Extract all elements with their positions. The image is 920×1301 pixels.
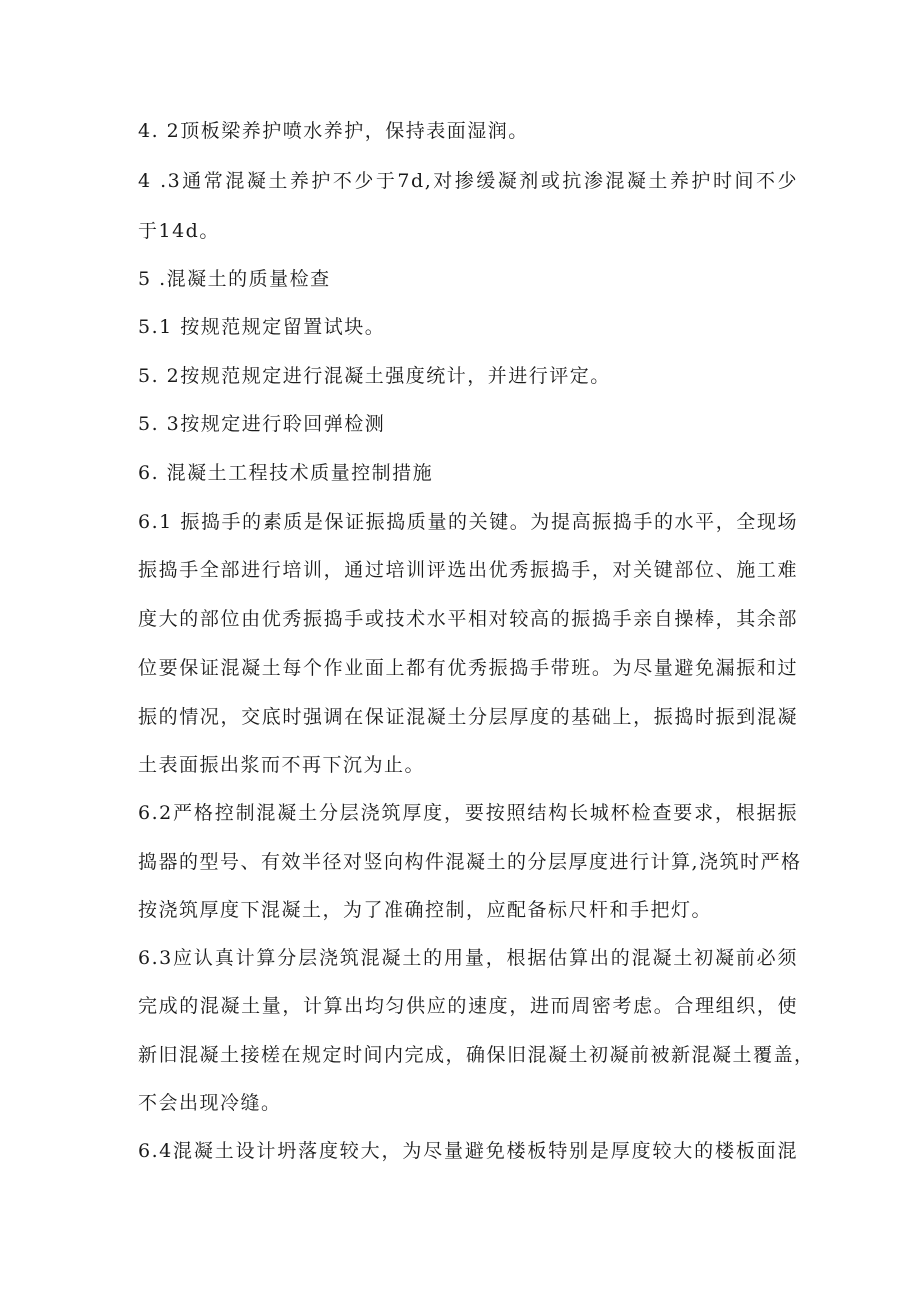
text-line: 6.4混凝土设计坍落度较大，为尽量避免楼板特别是厚度较大的楼板面混 [138, 1140, 798, 1162]
text-line: 完成的混凝土量，计算出均匀供应的速度，进而周密考虑。合理组织，使 [138, 995, 798, 1017]
text-line: 于14d。 [138, 220, 220, 242]
text-line: 振捣手全部进行培训，通过培训评选出优秀振捣手，对关键部位、施工难 [138, 559, 798, 581]
section-heading: 5 .混凝土的质量检查 [138, 268, 331, 290]
text-line: 捣器的型号、有效半径对竖向构件混凝土的分层厚度进行计算,浇筑时严格 [138, 851, 802, 873]
text-line: 6.2严格控制混凝土分层浇筑厚度，要按照结构长城杯检查要求，根据振 [138, 802, 798, 824]
text-line: 新旧混凝土接槎在规定时间内完成，确保旧混凝土初凝前被新混凝土覆盖， [138, 1044, 815, 1066]
section-heading: 6. 混凝土工程技术质量控制措施 [138, 462, 434, 484]
text-line: 5. 3按规定进行聆回弹检测 [138, 413, 386, 435]
text-line: 土表面振出浆而不再下沉为止。 [138, 754, 426, 776]
text-line: 5. 2按规范规定进行混凝土强度统计，并进行评定。 [138, 365, 611, 387]
text-line: 位要保证混凝土每个作业面上都有优秀振捣手带班。为尽量避免漏振和过 [138, 657, 798, 679]
text-line: 6.1 振捣手的素质是保证振捣质量的关键。为提高振捣手的水平，全现场 [138, 511, 798, 533]
text-line: 4. 2顶板梁养护喷水养护，保持表面湿润。 [138, 120, 529, 142]
text-line: 5.1 按规范规定留置试块。 [138, 316, 386, 338]
text-line: 4 .3通常混凝土养护不少于7d,对掺缓凝剂或抗渗混凝土养护时间不少 [138, 170, 798, 192]
text-line: 6.3应认真计算分层浇筑混凝土的用量，根据估算出的混凝土初凝前必须 [138, 947, 798, 969]
text-line: 不会出现冷缝。 [138, 1092, 282, 1114]
text-line: 度大的部位由优秀振捣手或技术水平相对较高的振捣手亲自操棒，其余部 [138, 608, 798, 630]
text-line: 振的情况，交底时强调在保证混凝土分层厚度的基础上，振捣时振到混凝 [138, 706, 798, 728]
text-line: 按浇筑厚度下混凝土，为了准确控制，应配备标尺杆和手把灯。 [138, 899, 713, 921]
